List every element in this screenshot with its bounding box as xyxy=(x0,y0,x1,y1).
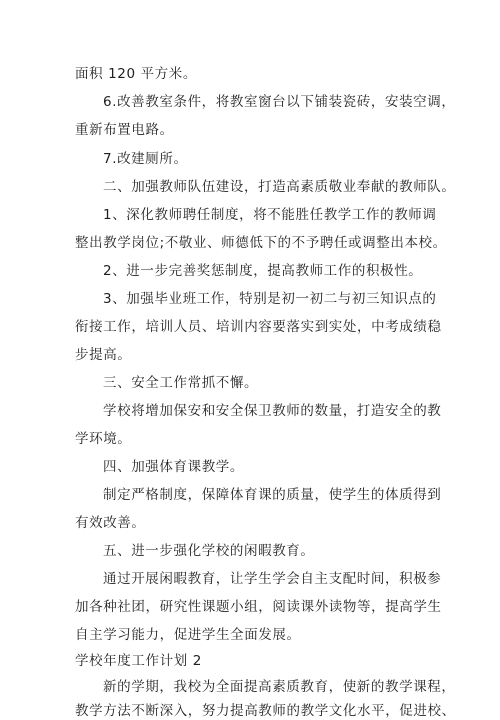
text-line: 步提高。 xyxy=(75,347,132,363)
section-heading: 三、安全工作常抓不懈。 xyxy=(103,375,259,391)
document-title: 学校年度工作计划 2 xyxy=(75,653,202,669)
text-line: 学校将增加保安和安全保卫教师的数量，打造安全的教 xyxy=(103,403,442,419)
text-line: 衔接工作，培训人员、培训内容要落实到实处，中考成绩稳 xyxy=(75,319,442,335)
text-line: 1、深化教师聘任制度，将不能胜任教学工作的教师调 xyxy=(103,207,437,223)
text-line: 学环境。 xyxy=(75,431,132,447)
section-heading: 二、加强教师队伍建设，打造高素质敬业奉献的教师队。 xyxy=(103,179,456,195)
text-line: 2、进一步完善奖惩制度，提高教师工作的积极性。 xyxy=(103,263,423,279)
text-line: 新的学期，我校为全面提高素质教育，使新的教学课程， xyxy=(103,679,456,695)
text-line: 教学方法不断深入，努力提高教师的教学文化水平，促进校、 xyxy=(75,703,456,719)
section-heading: 五、进一步强化学校的闲暇教育。 xyxy=(103,543,315,559)
text-line: 通过开展闲暇教育，让学生学会自主支配时间，积极参 xyxy=(103,571,442,587)
text-line: 面积 120 平方米。 xyxy=(75,66,197,82)
text-line: 重新布置电路。 xyxy=(75,122,174,138)
text-line: 3、加强毕业班工作，特别是初一初二与初三知识点的 xyxy=(103,291,437,307)
text-line: 整出教学岗位;不敬业、师德低下的不予聘任或调整出本校。 xyxy=(75,235,447,251)
text-line: 制定严格制度，保障体育课的质量，使学生的体质得到 xyxy=(103,487,442,503)
text-line: 7.改建厕所。 xyxy=(103,151,188,167)
text-line: 加各种社团，研究性课题小组，阅读课外读物等，提高学生 xyxy=(75,599,442,615)
text-line: 有效改善。 xyxy=(75,515,146,531)
text-line: 自主学习能力，促进学生全面发展。 xyxy=(75,627,301,643)
section-heading: 四、加强体育课教学。 xyxy=(103,459,244,475)
text-line: 6.改善教室条件，将教室窗台以下铺装瓷砖，安装空调， xyxy=(103,94,456,110)
